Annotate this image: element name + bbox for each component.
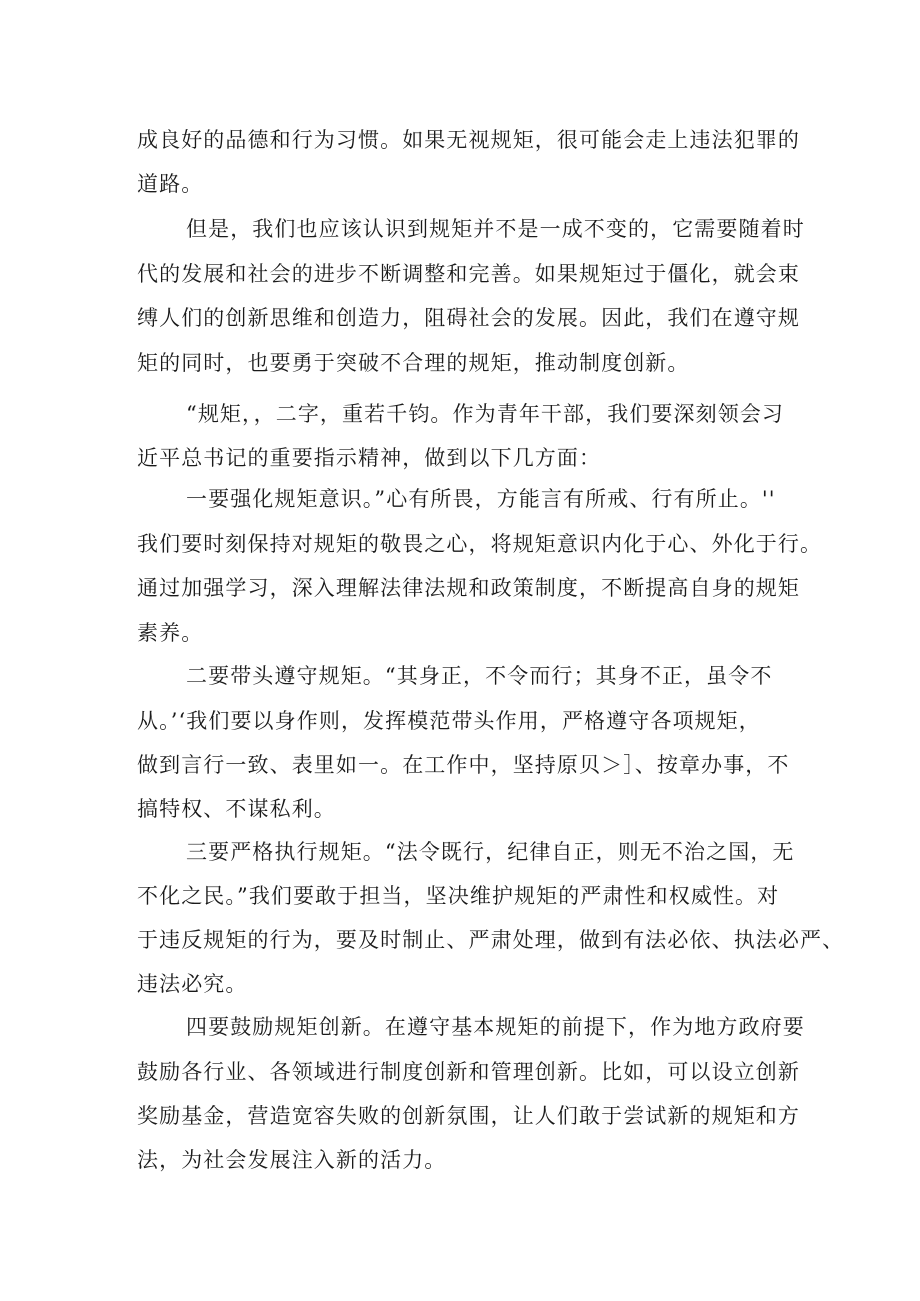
text-line: 但是，我们也应该认识到规矩并不是一成不变的，它需要随着时 bbox=[186, 217, 805, 241]
text-line: 一要强化规矩意识。”心有所畏，方能言有所戒、行有所止。'' bbox=[186, 487, 776, 511]
text-line: 二要带头遵守规矩。“其身正，不令而行；其身不正，虽令不 bbox=[186, 664, 773, 688]
text-line: 法，为社会发展注入新的活力。 bbox=[137, 1148, 447, 1172]
text-line: 违法必究。 bbox=[137, 972, 248, 996]
text-line: 做到言行一致、表里如一。在工作中，坚持原贝＞］、按章办事，不 bbox=[137, 753, 790, 777]
text-line: 代的发展和社会的进步不断调整和完善。如果规矩过于僵化，就会束 bbox=[137, 262, 800, 286]
text-line: 缚人们的创新思维和创造力，阻碍社会的发展。因此，我们在遵守规 bbox=[137, 306, 800, 330]
text-line: 鼓励各行业、各领域进行制度创新和管理创新。比如，可以设立创新 bbox=[137, 1060, 800, 1084]
text-line: 于违反规矩的行为，要及时制止、严肃处理，做到有法必依、执法必严、 bbox=[137, 928, 845, 952]
text-line: 从。’‘我们要以身作则，发挥模范带头作用，严格遵守各项规矩， bbox=[137, 709, 761, 733]
text-line: “规矩，，二字，重若千钧。作为青年干部，我们要深刻领会习 bbox=[186, 402, 785, 426]
text-line: 三要严格执行规矩。“法令既行，纪律自正，则无不治之国，无 bbox=[186, 840, 795, 864]
text-line: 奖励基金，营造宽容失败的创新氛围，让人们敢于尝试新的规矩和方 bbox=[137, 1104, 800, 1128]
text-line: 不化之民。”我们要敢于担当，坚决维护规矩的严肃性和权威性。对 bbox=[137, 884, 780, 908]
text-line: 我们要时刻保持对规矩的敬畏之心，将规矩意识内化于心、外化于行。 bbox=[137, 532, 823, 556]
text-line: 搞特权、不谋私利。 bbox=[137, 797, 336, 821]
text-line: 矩的同时，也要勇于突破不合理的规矩，推动制度创新。 bbox=[137, 351, 690, 375]
text-line: 四要鼓励规矩创新。在遵守基本规矩的前提下，作为地方政府要 bbox=[186, 1015, 805, 1039]
text-line: 道路。 bbox=[137, 172, 204, 196]
text-line: 近平总书记的重要指示精神，做到以下几方面： bbox=[137, 446, 602, 470]
text-line: 素养。 bbox=[137, 621, 204, 645]
text-line: 成良好的品德和行为习惯。如果无视规矩，很可能会走上违法犯罪的 bbox=[137, 128, 800, 152]
text-line: 通过加强学习，深入理解法律法规和政策制度，不断提高自身的规矩 bbox=[137, 576, 800, 600]
